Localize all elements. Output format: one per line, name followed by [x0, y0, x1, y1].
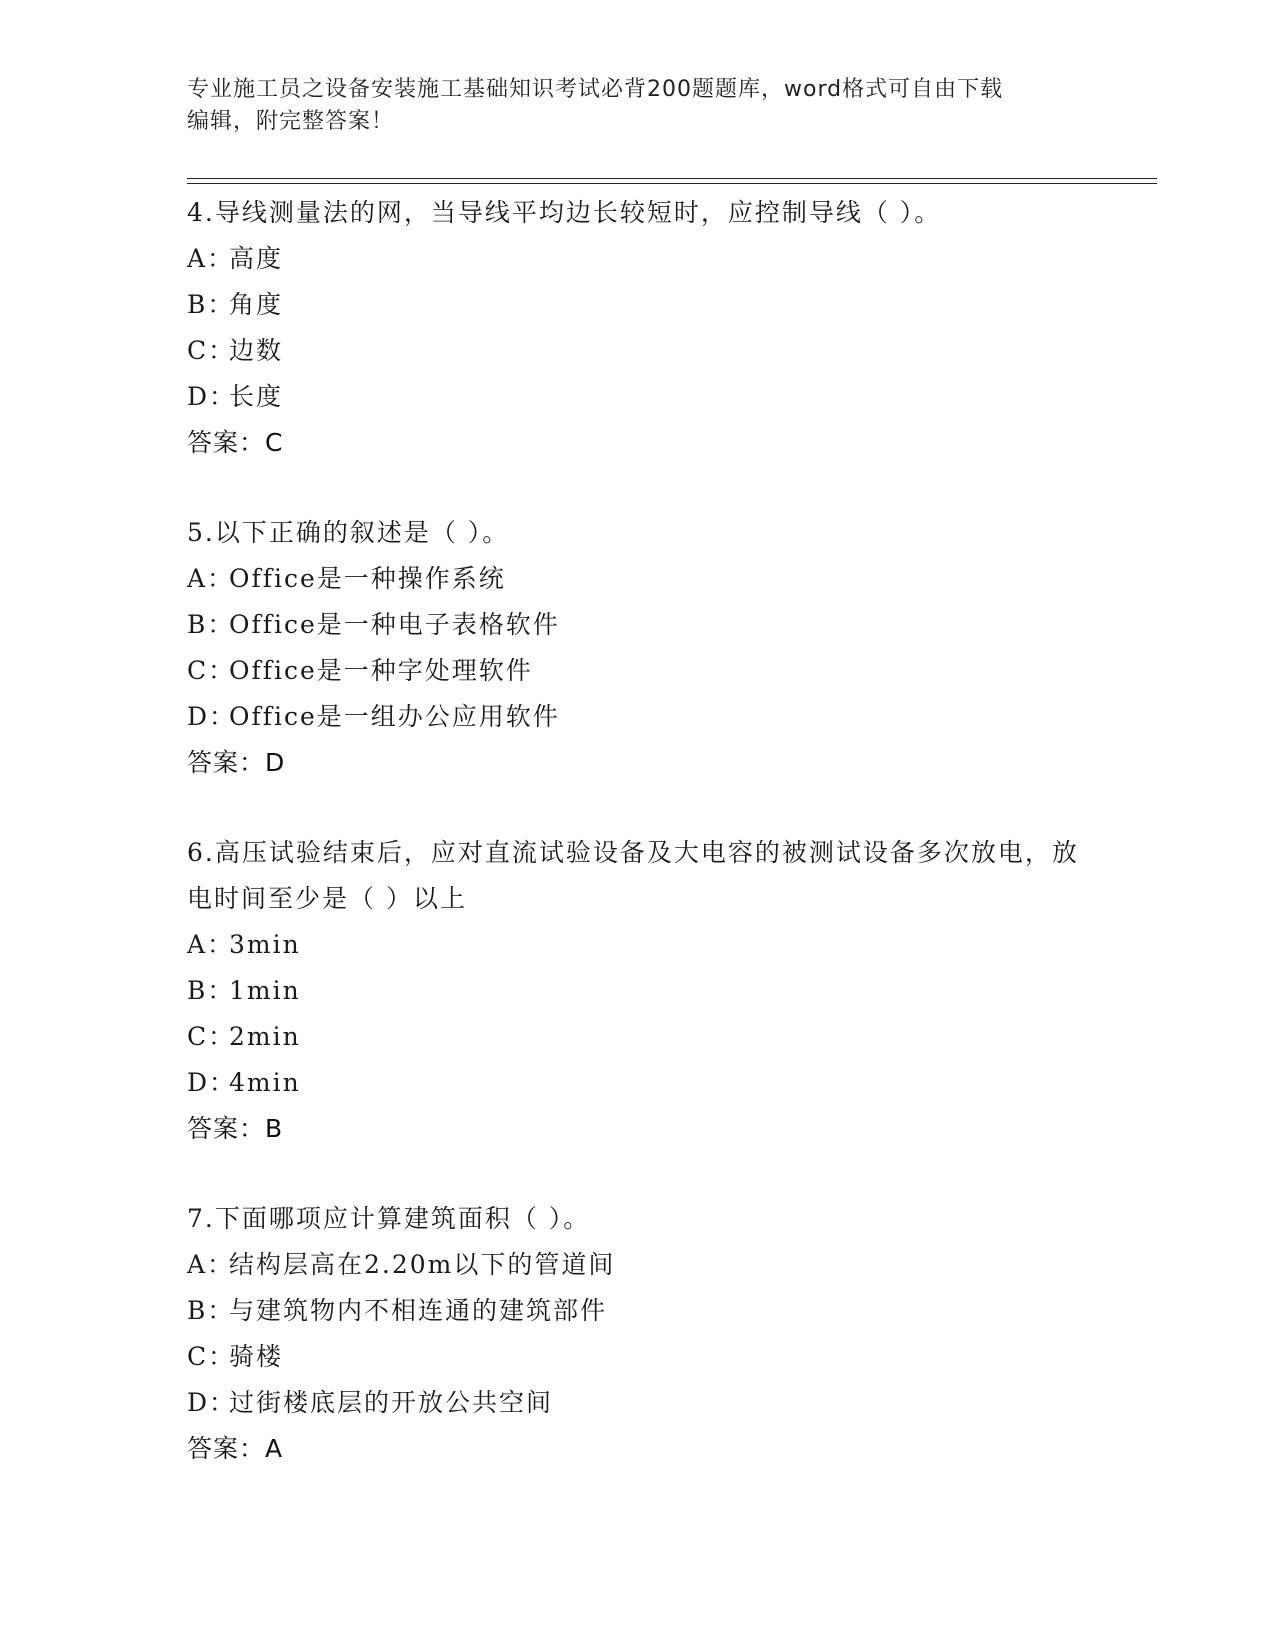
option-text: Office是一种操作系统	[229, 564, 506, 593]
answer-line: 答案：B	[187, 1114, 284, 1143]
option-c	[187, 1334, 1087, 1380]
question-block	[187, 510, 1087, 786]
option-key: C：	[187, 1342, 236, 1371]
option-key: A：	[187, 244, 235, 273]
question-block	[187, 830, 1087, 1152]
option-b	[187, 1288, 1087, 1334]
option-key: B：	[187, 976, 235, 1005]
option-text: Office是一种电子表格软件	[229, 610, 560, 639]
option-key: A：	[187, 930, 235, 959]
answer-line: 答案：C	[187, 428, 284, 457]
option-text: Office是一种字处理软件	[229, 656, 533, 685]
option-text: 高度	[229, 244, 284, 273]
option-d	[187, 1380, 1087, 1426]
option-key: C：	[187, 1022, 236, 1051]
option-b	[187, 282, 1087, 328]
option-a	[187, 922, 1087, 968]
option-key: B：	[187, 1296, 235, 1325]
option-d	[187, 694, 1087, 740]
answer-line: 答案：A	[187, 1434, 284, 1463]
option-text: 与建筑物内不相连通的建筑部件	[229, 1296, 608, 1325]
header-line-1: 专业施工员之设备安装施工基础知识考试必背200题题库，word格式可自由下载	[187, 77, 1004, 102]
option-d	[187, 374, 1087, 420]
header-line-2: 编辑，附完整答案！	[187, 109, 395, 134]
question-stem: 6.高压试验结束后，应对直流试验设备及大电容的被测试设备多次放电，放电时间至少是（ ）以上	[187, 838, 1079, 913]
option-key: A：	[187, 564, 235, 593]
option-c	[187, 1014, 1087, 1060]
option-text: 1min	[229, 976, 301, 1005]
option-key: C：	[187, 336, 236, 365]
option-text: 3min	[229, 930, 301, 959]
question-block	[187, 190, 1087, 466]
option-key: C：	[187, 656, 236, 685]
option-d	[187, 1060, 1087, 1106]
option-key: D：	[187, 382, 237, 411]
option-b	[187, 968, 1087, 1014]
option-text: 2min	[229, 1022, 301, 1051]
option-c	[187, 328, 1087, 374]
option-key: B：	[187, 610, 235, 639]
option-key: D：	[187, 1068, 237, 1097]
option-text: 骑楼	[229, 1342, 284, 1371]
option-text: 结构层高在2.20m以下的管道间	[229, 1250, 616, 1279]
option-text: 过街楼底层的开放公共空间	[229, 1388, 554, 1417]
document-header	[187, 74, 1067, 138]
option-key: D：	[187, 702, 237, 731]
question-stem: 7.下面哪项应计算建筑面积（ ）。	[187, 1204, 591, 1233]
option-a	[187, 1242, 1087, 1288]
option-b	[187, 602, 1087, 648]
option-text: Office是一组办公应用软件	[229, 702, 560, 731]
option-c	[187, 648, 1087, 694]
option-text: 4min	[229, 1068, 301, 1097]
header-divider-top	[187, 178, 1157, 179]
option-key: D：	[187, 1388, 237, 1417]
option-a	[187, 236, 1087, 282]
question-block	[187, 1196, 1087, 1472]
question-stem: 4.导线测量法的网，当导线平均边长较短时，应控制导线（ ）。	[187, 198, 942, 227]
option-key: B：	[187, 290, 235, 319]
option-key: A：	[187, 1250, 235, 1279]
option-a	[187, 556, 1087, 602]
option-text: 长度	[229, 382, 284, 411]
option-text: 边数	[229, 336, 284, 365]
answer-line: 答案：D	[187, 748, 286, 777]
question-stem: 5.以下正确的叙述是（ ）。	[187, 518, 510, 547]
header-divider-bottom	[187, 183, 1157, 184]
option-text: 角度	[229, 290, 284, 319]
